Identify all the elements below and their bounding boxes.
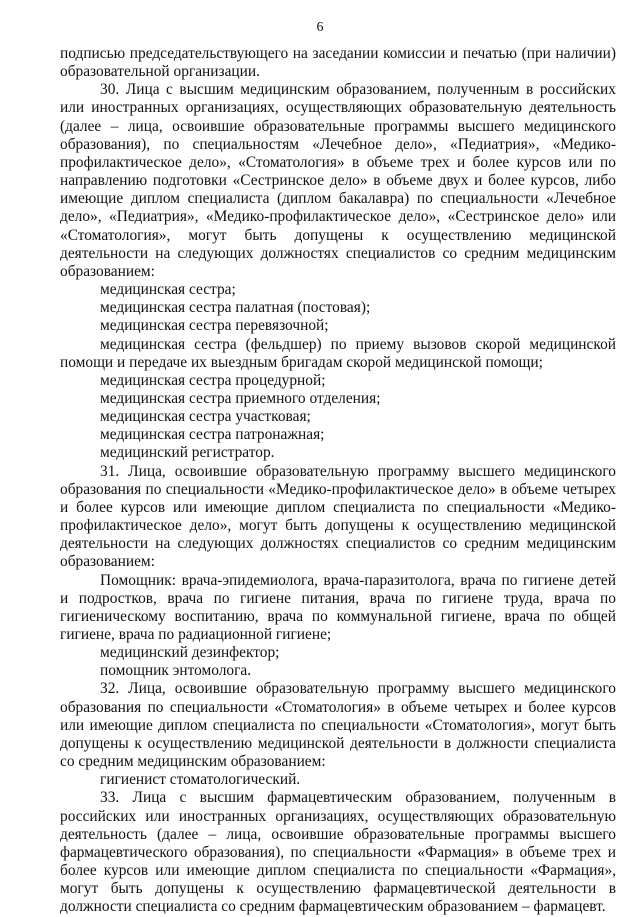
list-item: медицинский дезинфектор;	[100, 644, 280, 662]
list-item: медицинская сестра (фельдшер) по приему вызовов скорой медицинской помощи и передаче их выездным бригадам скорой медицинской помощи;	[60, 335, 616, 371]
paragraph-32: 32. Лица, освоившие образовательную программу высшего медицинского образования по специальности «Стоматология» в объеме четырех и более курсов или имеющие диплом специалиста по специальности «Стоматология», могут быть допущены к осуществлению медицинской деятельности в должности специалиста со средним медицинским образованием:	[60, 680, 616, 771]
paragraph-33: 33. Лица с высшим фармацевтическим образованием, полученным в российских или иностранных организациях, осуществляющих образовательную деятельность (далее – лица, освоившие образовательные программы высшего фармацевтического образования), по специальности «Фармация» в объеме трех и более курсов или имеющие диплом специалиста по специальности «Фармация», могут быть допущены к осуществлению фармацевтической деятельности в должности специалиста со средним фармацевтическим образованием – фармацевт.	[60, 789, 616, 916]
list-item: медицинская сестра процедурной;	[100, 371, 326, 389]
paragraph-continuation: подписью председательствующего на заседании комиссии и печатью (при наличии) образовательной организации.	[60, 45, 616, 81]
document-body	[60, 45, 616, 917]
paragraph-31-assistants: Помощник: врача-эпидемиолога, врача-паразитолога, врача по гигиене детей и подростков, врача по гигиене питания, врача по гигиене труда, врача по гигиеническому воспитанию, врача по коммунальной гигиене, врача по общей гигиене, врача по радиационной гигиене;	[60, 571, 616, 643]
list-item: медицинская сестра патронажная;	[100, 426, 325, 444]
paragraph-30: 30. Лица с высшим медицинским образованием, полученным в российских или иностранных организациях, осуществляющих образовательную деятельность (далее – лица, освоившие образовательные программы высшего медицинского образования), по специальностям «Лечебное дело», «Педиатрия», «Медико-профилактическое дело», «Стоматология» в объеме трех и более курсов или по направлению подготовки «Сестринское дело» в объеме двух и более курсов, либо имеющие диплом специалиста (диплом бакалавра) по специальности «Лечебное дело», «Педиатрия», «Медико-профилактическое дело», «Сестринское дело» или «Стоматология», могут быть допущены к осуществлению медицинской деятельности на следующих должностях специалистов со средним медицинским образованием:	[60, 81, 616, 280]
list-item: медицинская сестра приемного отделения;	[100, 389, 381, 407]
list-item: гигиенист стоматологический.	[100, 771, 301, 789]
list-item: медицинская сестра палатная (постовая);	[100, 299, 371, 317]
page-number: 6	[316, 20, 324, 35]
list-item: медицинская сестра;	[100, 281, 236, 299]
list-item: медицинская сестра участковая;	[100, 408, 311, 426]
list-item: медицинский регистратор.	[100, 444, 275, 462]
list-item: помощник энтомолога.	[100, 662, 252, 680]
list-item: медицинская сестра перевязочной;	[100, 317, 329, 335]
paragraph-31: 31. Лица, освоившие образовательную программу высшего медицинского образования по специальности «Медико-профилактическое дело» в объеме четырех и более курсов или имеющие диплом специалиста по специальности «Медико-профилактическое дело», могут быть допущены к осуществлению медицинской деятельности на следующих должностях специалистов со средним медицинским образованием:	[60, 462, 616, 571]
